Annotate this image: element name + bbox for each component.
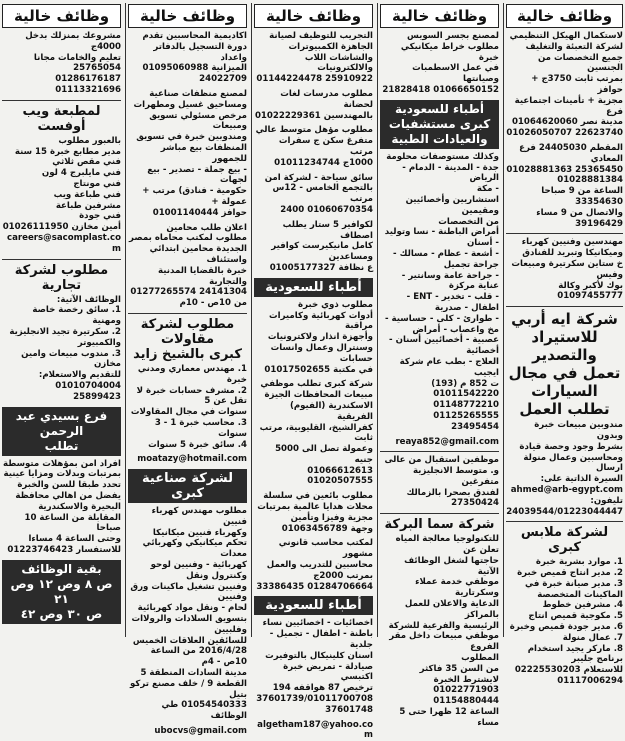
company-ad-body: للتكنولوجيا معالجة المياه تعلن عن حاجتها لشغل الوظائف الآتية موظفي خدمة عملاء وسكرتارية الدعاية والاعلان للعمل بالمراكز الرئيسية والفرعية للشركة موظفي مبيعات داخل مقر الفروع المطلوب من السن 35 فاكثر لايشترط الخبرة 01022771903 01154880444 الساعة 12 ظهرا حتى 5 مساء — [388, 534, 499, 728]
column-header: وظائف خالية — [128, 4, 247, 28]
divider — [2, 100, 121, 101]
column-1 — [503, 3, 625, 687]
job-ad: سائق سياحة - لشركة امن بالتجمع الخامس - 12س مرتب 01060670354 2400 — [264, 172, 373, 215]
job-ad: مطلوب مهندس كهرباء فنيين وكهرباء فنيين ميكانيكا تحكم ميكانيكي وكهربائي معدات كهربائية - وفنيين لوحو وكنترول ونقل وفنيين تشغيل ماكينات ورق وفنيين لحام - ونقل مواد كهربائية بتسويق السلادات والرولاات وفلبيين للسائقين العلاقات الخميس 2016/4/28 من الساعة 10ص - 4م مدينة السادات المنطقة 5 القطعة 9 / خلف مصنع تركو بتيل 01054540333 طي الوظائف — [130, 506, 247, 722]
company-title: شركة ايه أربي للاستيراد والتصدير تعمل في مجال السيارات تطلب العمل — [508, 310, 621, 419]
contracting-title: مطلوب لشركة مقاولات كبرى بالشيخ زايد — [133, 316, 242, 362]
column-3 — [251, 3, 375, 741]
job-ad: مطلوب بائعين في سلسلة محلات هدايا عالمية بمرتبات مجزية وفيزا وتأمين وجهة 01063456789 — [257, 491, 373, 534]
column-4 — [125, 3, 249, 737]
company-title: شركة سما البركة — [384, 517, 495, 533]
company-ad-body: مندوبين مبيعات خبرة وبدون بشرط وجود وحصة قيادة ومحاسبين وعمال منولة ارسال السيرة الذاتية على: ahmed@arb-egypt.com تليفون: 24039544/01223044447 — [506, 420, 623, 517]
job-ad: مهندسين وفنيين كهرباء وميكانيكا وتبريد للفنادق خ ستاين سكرتيرة ومبيعات وفيس بوك لأكبر وكالة 01097455777 — [511, 237, 623, 302]
job-ad: بالعبور مطلوب مدير مطابع خبرة 15 سنة فني مقص ثلاثي فني مايلبرج 4 لون فني مونتاج فني طباعة ويب مشرفين طباعة فني جودة أمين مخازن 01026111950 careers@sacomplast.com — [2, 135, 121, 254]
job-ad: مشروعك بمنزلك بدخل 4000ج تعليم والخامات مجانا 25765054 01286176187 01113321696 — [25, 31, 121, 95]
job-ad: الوظائف الآتية: 1. سائق رخصة خاصة ومهنية 2. سكرتيرة تجيد الانجليزية والكمبيوتر 3. مندوب مبيعات وامين مخازن للتقديم والاستعلام: 01010704004 25899423 — [9, 294, 121, 402]
job-ad: شركة كبرى تطلب موظفي مبيعات المحافظات الجيزة الاسكندرية (الفيوم) الفريقية كفرالشيخ، القليوبية، مرتب ثابت وعمولة تصل الى 5000 جنيه 01066612613 01020507555 — [259, 379, 373, 487]
doctors-banner-2: أطباء للسعودية — [254, 596, 373, 615]
column-5 — [0, 3, 123, 637]
job-ad: موظفين استقبال من عالى و. متوسط الانجليزية متفرغين لفندق بصحرا بالزمالك 27350424 — [384, 455, 499, 509]
divider — [506, 306, 623, 307]
email-link[interactable]: algetham187@yahoo.com — [257, 719, 373, 741]
trading-title: مطلوب لشركة تجارية — [14, 262, 109, 293]
printing-title: لمطبعة ويب أوفست — [22, 103, 101, 134]
job-ad: اكاديمية المحاسبين تقدم دورة التسجيل بالدفاتر واعداد الميزانية 01095060988 24022709 — [142, 31, 247, 85]
divider — [128, 313, 247, 314]
divider — [380, 451, 499, 452]
industrial-banner: لشركة صناعية كبرى — [128, 469, 247, 503]
job-ad: مطلوب ذوي خبرة أدوات كهربائية وكاميرات مراقبة وأجهزة انذار ولاكترونيات وسنترال وعمال وانسات حسابات في مكتبة 01017502655 — [264, 299, 373, 375]
column-header: وظائف خالية — [2, 4, 121, 28]
job-ad: مطلوب مؤهل متوسط عالي متفرغ سكن ج سفرات مرتب 1000ج 01011234744 — [255, 125, 373, 168]
divider — [506, 521, 623, 522]
column-header: وظائف خالية — [254, 4, 373, 28]
job-ad: اعلان طلب محامين مطلوب لمكتب محاماه بمصر الجديدة محامين ابتدائي واستئناف خبرة بالقضايا المدنية والتجارية 24141304 01277265574 من 10ص - 10م — [129, 222, 247, 309]
job-ad: وكذلك مستوصفات محلومة جدة - المدينة - الدمام - الرياض - مكة استشاريين وأخصائيين ومقيمين من التخصصات أمراض الباطنة - نسا وتوليد - أسنان - أشعة - عظام - مسالك - جراحة تجميل - جراحة عامة وسانتير - عناية مركزة - قلب - تخدير - ENT - اطفال - صدرية - طوارئ - كلى - حساسية - مخ واعصاب - أمراض عصبية - أخصائيين أسنان - أخصائية العلاج - بطب عام شركة ايجيب ت 852 م (193) 01011542220 01148772210 01125265555 23495454 — [384, 151, 499, 432]
doctors-banner: أطباء للسعودية — [254, 278, 373, 297]
job-ad: 1. مهندس معماري ومدني خبرة 2. مشرف حسابات خبرة لا تقل عن 5 سنوات في مجال المقاولات 3. محاسب خبرة 1 - 3 سنوات 4. سائق خبرة 5 سنوات — [130, 363, 247, 450]
divider — [2, 259, 121, 260]
job-ad: لمكتب محاسب قانوني مشهور محاسبين للتدريب والعمل بمرتب 2000ج 01284706664 33386435 — [256, 538, 373, 592]
job-ad: اخصائيات - اخصائيين نساء باطنة - اطفال - تجميل - جلدية اسنان كلينيكال بالتوفيرت صيادلة - تمريض خبرة اكتبسي ترخيص 87 هواقفه 194 37601739/01011700708 37601748 — [256, 618, 373, 715]
job-ad: لاستكمال الهيكل التنظيمي لشركة التعبئة والتغليف جميع التخصصات من الجنسين بمرتب ثابت 3750ج + حوافز مجزية + تأمينات اجتماعية فرع مدينة نصر 01064620060 22623740 01026050707 — [506, 31, 623, 139]
doctors-banner: أطباء للسعودية كبرى مستشفيات والعيادات الطبية — [380, 100, 499, 149]
email-link[interactable]: ubocvs@gmail.com — [154, 726, 247, 737]
email-link[interactable]: moatazy@hotmail.com — [137, 454, 247, 465]
job-ad: لمصنع بجسر السويس مطلوب خراط ميكانيكي خبرة في عمل الاسطمبات وصيانتها 01066650152 21828418 — [382, 31, 499, 95]
divider — [506, 233, 623, 234]
job-ad: لكوافير 5 ستار يطلب اصطاف كامل مانيكيرست كوافير ومساعدين ع نظافة 01005177327 — [269, 219, 373, 273]
column-2 — [377, 3, 501, 728]
divider — [380, 513, 499, 514]
column-header: وظائف خالية — [380, 4, 499, 28]
security-banner: فرع بسيدي عبد الرحمن تطلب — [2, 407, 121, 456]
column-header: وظائف خالية — [506, 4, 623, 28]
job-ad: لمصنع منظفات صناعية ومساحيق غسيل ومطهرات مرخص مسئولي تسويق ومبيعات ومندوبين خبرة في تسويق المنظفات بيع مباشر للجمهور - بيع جملة - تصدير - بيع لجهات حكومية - فنادق) مرتب + عمولة + حوافز 01001140444 — [133, 88, 247, 218]
shop-ad-body: 1. موارد بشرية خبرة 2. مدير انتاج قميص خبرة 3. مدير صيانة خبرة في الماكينات المتخصصة 4. مشرفين خطوط 5. مكوجية قميص انتاج 6. مدير جودة قميص وخبرة 7. عمال منولة 8. ماركر يجيد استخدام برنامج جليبر للاستعلام 02225530203 01117006294 — [509, 557, 623, 687]
email-link[interactable]: reaya852@gmail.com — [395, 436, 499, 447]
job-ad: افراد امن بمؤهلات متوسطة بمرتبات وبدلات ومزايا عينية تحدد طبقا للسن والخبرة يفضل من اهالي محافظة البحيرة والاسكندرية المقابلة من الساعة 10 صباحا وحتى الساعة 4 مساءا للاستفسار 01223746423 — [3, 458, 121, 555]
shop-title: لشركة ملابس كبرى — [520, 525, 609, 556]
more-jobs-footer: بقية الوظائف ص ٨ وص ١٢ وص ٢١ ص ٣٠ وص ٤٢ — [2, 560, 121, 624]
job-ad: التجريب للتوظيف لصيانة الجاهزة الكمبيوترات والشاشات اللاب والالكترونيات 25910922 01144224478 — [256, 31, 373, 85]
job-ad: مطلوب مدرسات لغات لحضانة بالمهندسين 01022229361 — [254, 88, 373, 121]
job-ad: المقطم 24405030 فرع المعادي 25365450 01028881363 01028881384 الساعة من 9 صباحا 33354630 والاتصال من 9 مساء 39196429 — [506, 142, 623, 229]
